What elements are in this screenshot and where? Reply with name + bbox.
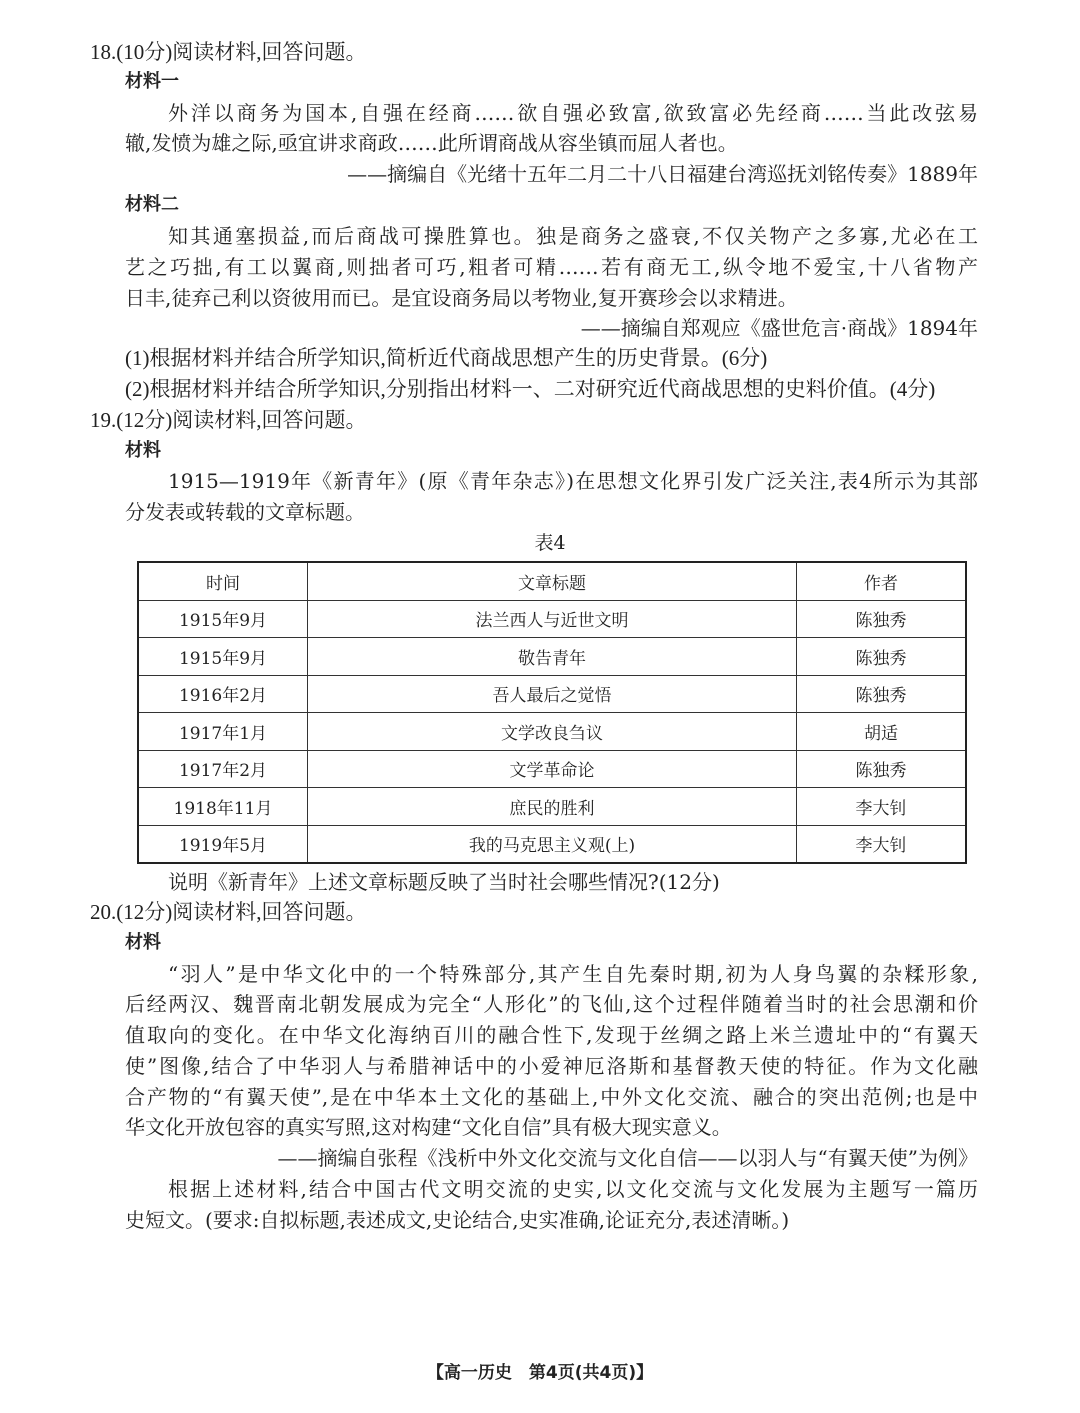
cell-time: 1918年11月: [138, 788, 308, 826]
q18-subquestion-1: (1)根据材料并结合所学知识,简析近代商战思想产生的历史背景。(6分): [125, 346, 768, 370]
q20-task-line: 根据上述材料,结合中国古代文明交流的史实,以文化交流与文化发展为主题写一篇历: [168, 1177, 978, 1201]
q20-material-line: 后经两汉、魏晋南北朝发展成为完全“人形化”的飞仙,这个过程伴随着当时的社会思潮和价: [125, 992, 978, 1016]
cell-author: 陈独秀: [797, 638, 967, 676]
header-time: 时间: [138, 562, 308, 600]
cell-time: 1916年2月: [138, 675, 308, 713]
q20-material-line: “羽人”是中华文化中的一个特殊部分,其产生自先秦时期,初为人身鸟翼的杂糅形象,: [168, 962, 978, 986]
q18-title: 18.(10分)阅读材料,回答问题。: [90, 40, 367, 64]
q19-material-heading: 材料: [125, 440, 161, 461]
cell-author: 胡适: [797, 713, 967, 751]
q19-material-line: 分发表或转载的文章标题。: [125, 500, 365, 524]
cell-title: 文学改良刍议: [308, 713, 797, 751]
q20-material-line: 合产物的“有翼天使”,是在中华本土文化的基础上,中外文化交流、融合的突出范例;也是中: [125, 1085, 978, 1109]
article-table: [137, 561, 967, 864]
cell-title: 文学革命论: [308, 750, 797, 788]
cell-time: 1915年9月: [138, 638, 308, 676]
cell-title: 敬告青年: [308, 638, 797, 676]
q18-material2-source: ——摘编自郑观应《盛世危言·商战》1894年: [580, 316, 978, 340]
cell-time: 1917年1月: [138, 713, 308, 751]
cell-title: 庶民的胜利: [308, 788, 797, 826]
cell-author: 陈独秀: [797, 600, 967, 638]
cell-title: 吾人最后之觉悟: [308, 675, 797, 713]
cell-author: 陈独秀: [797, 750, 967, 788]
table-row: [138, 713, 966, 751]
q18-material1-source: ——摘编自《光绪十五年二月二十八日福建台湾巡抚刘铭传奏》1889年: [347, 162, 978, 186]
cell-author: 李大钊: [797, 825, 967, 863]
cell-time: 1917年2月: [138, 750, 308, 788]
q18-material2-line: 日丰,徒弃己利以资彼用而已。是宜设商务局以考物业,复开赛珍会以求精进。: [125, 286, 798, 310]
table-row: [138, 750, 966, 788]
table-caption: 表4: [534, 532, 566, 554]
header-author: 作者: [797, 562, 967, 600]
q20-material-line: 华文化开放包容的真实写照,这对构建“文化自信”具有极大现实意义。: [125, 1115, 732, 1139]
table-row: [138, 638, 966, 676]
q19-question: 说明《新青年》上述文章标题反映了当时社会哪些情况?(12分): [168, 870, 720, 894]
q18-subquestion-2: (2)根据材料并结合所学知识,分别指出材料一、二对研究近代商战思想的史料价值。(4分): [125, 377, 936, 401]
q20-task-line: 史短文。(要求:自拟标题,表述成文,史论结合,史实准确,论证充分,表述清晰。): [125, 1208, 790, 1232]
q20-material-heading: 材料: [125, 932, 161, 953]
q19-title: 19.(12分)阅读材料,回答问题。: [90, 408, 367, 432]
q18-material2-line: 艺之巧拙,有工以翼商,则拙者可巧,粗者可精……若有商无工,纵令地不爱宝,十八省物产: [125, 255, 978, 279]
header-title: 文章标题: [308, 562, 797, 600]
q18-material1-line: 辙,发愤为雄之际,亟宜讲求商政……此所谓商战从容坐镇而屈人者也。: [125, 131, 738, 155]
table-row: [138, 600, 966, 638]
q18-material1-heading: 材料一: [125, 71, 179, 92]
q18-material2-heading: 材料二: [125, 194, 179, 215]
q18-material2-line: 知其通塞损益,而后商战可操胜算也。独是商务之盛衰,不仅关物产之多寡,尤必在工: [168, 224, 978, 248]
table-header-row: [138, 562, 966, 600]
table-row: [138, 788, 966, 826]
cell-time: 1919年5月: [138, 825, 308, 863]
table-row: [138, 675, 966, 713]
cell-time: 1915年9月: [138, 600, 308, 638]
q20-material-line: 使”图像,结合了中华羽人与希腊神话中的小爱神厄洛斯和基督教天使的特征。作为文化融: [125, 1054, 978, 1078]
table-row: [138, 825, 966, 863]
q18-material1-line: 外洋以商务为国本,自强在经商……欲自强必致富,欲致富必先经商……当此改弦易: [168, 101, 978, 125]
q20-material-line: 值取向的变化。在中华文化海纳百川的融合性下,发现于丝绸之路上米兰遗址中的“有翼天: [125, 1023, 978, 1047]
cell-title: 法兰西人与近世文明: [308, 600, 797, 638]
q19-material-line: 1915—1919年《新青年》(原《青年杂志》)在思想文化界引发广泛关注,表4所示为其部: [168, 469, 978, 493]
q20-title: 20.(12分)阅读材料,回答问题。: [90, 900, 367, 924]
q20-material-source: ——摘编自张程《浅析中外文化交流与文化自信——以羽人与“有翼天使”为例》: [277, 1146, 978, 1170]
cell-author: 陈独秀: [797, 675, 967, 713]
page-footer: 【高一历史 第4页(共4页)】: [426, 1363, 654, 1383]
cell-author: 李大钊: [797, 788, 967, 826]
cell-title: 我的马克思主义观(上): [308, 825, 797, 863]
